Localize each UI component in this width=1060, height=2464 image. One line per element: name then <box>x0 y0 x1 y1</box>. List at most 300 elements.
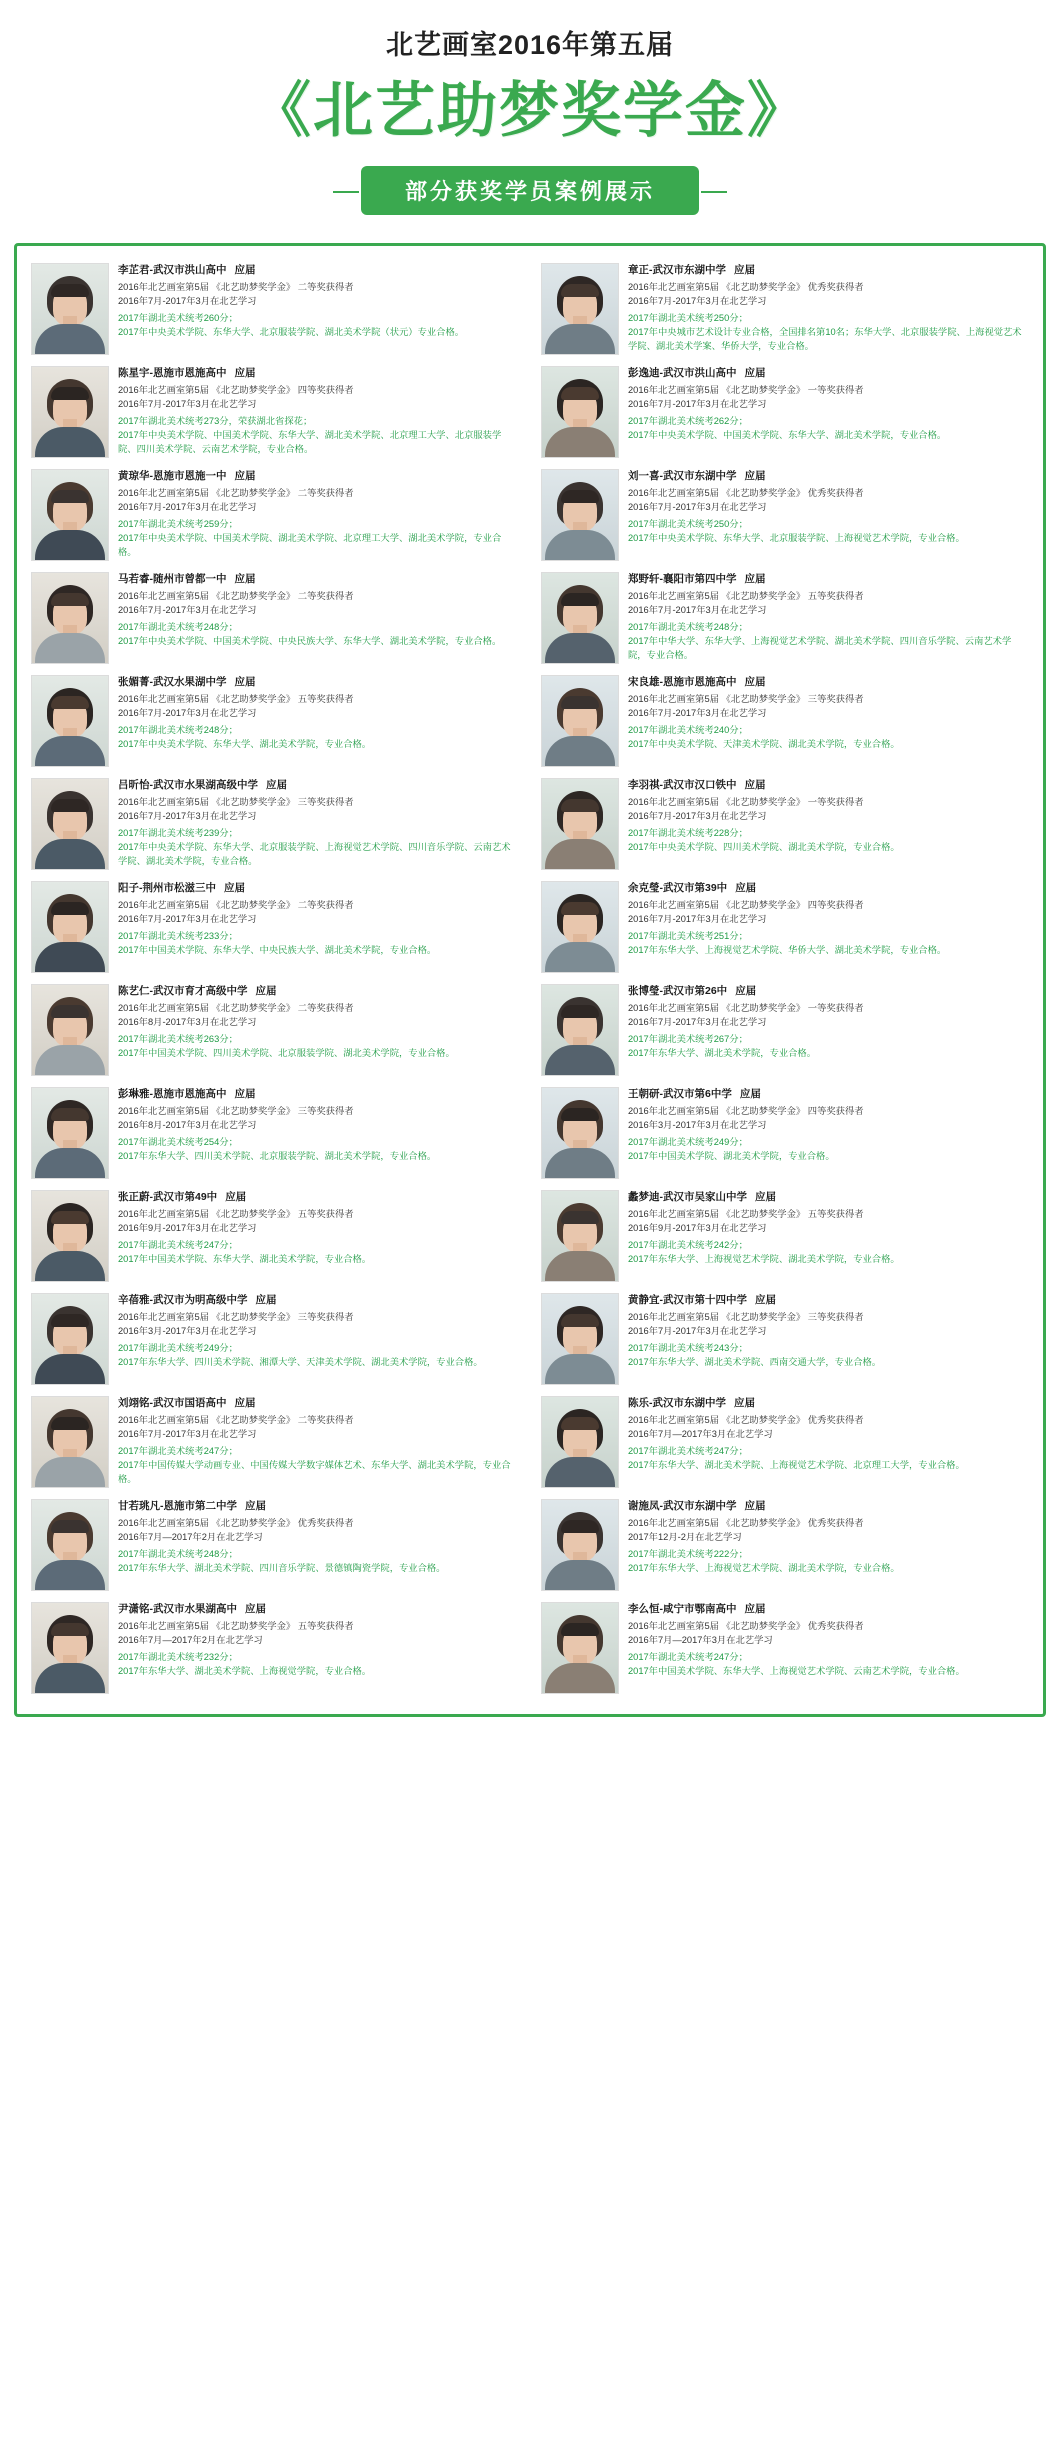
student-study-period: 2016年7月-2017年3月在北艺学习 <box>118 296 257 307</box>
student-prize-line: 2016年北艺画室第5届 《北艺助梦奖学金》 四等奖获得者 <box>118 384 354 395</box>
student-study-period: 2016年7月-2017年3月在北艺学习 <box>118 708 257 719</box>
student-study-period: 2016年7月—2017年2月在北艺学习 <box>118 1532 263 1543</box>
student-name-line: 李羽祺-武汉市汉口铁中 应届 <box>628 779 766 792</box>
student-card <box>27 567 523 670</box>
portrait-fringe <box>561 1211 599 1224</box>
student-card <box>537 1391 1033 1494</box>
student-info <box>118 1602 519 1678</box>
student-info <box>118 1087 519 1163</box>
student-name: 彭逸迪 <box>628 367 660 380</box>
student-grade: 应届 <box>735 882 757 895</box>
student-result-line: 2017年中央美术学院、东华大学、北京服装学院、上海视觉艺术学院、四川音乐学院、云南艺术学院、湖北美术学院，专业合格。 <box>118 842 511 867</box>
student-result-line: 2017年东华大学、湖北美术学院、上海视觉学院，专业合格。 <box>118 1666 372 1677</box>
portrait-fringe <box>51 1314 89 1327</box>
portrait-fringe <box>51 1520 89 1533</box>
student-card <box>27 464 523 567</box>
student-school: 恩施市恩施高中 <box>663 676 737 689</box>
student-portrait <box>541 675 619 767</box>
student-card <box>27 1288 523 1391</box>
students-grid <box>27 258 1033 1700</box>
student-school: 武汉市育才高级中学 <box>153 985 248 998</box>
student-score-line: 2017年湖北美术统考240分； <box>628 724 748 735</box>
student-school: 荆州市松滋三中 <box>142 882 216 895</box>
student-school: 恩施市恩施高中 <box>153 367 227 380</box>
student-score-line: 2017年湖北美术统考251分； <box>628 930 748 941</box>
student-name-line: 马若睿-随州市曾都一中 应届 <box>118 573 256 586</box>
portrait-fringe <box>51 696 89 709</box>
student-name: 阳子 <box>118 882 139 895</box>
subtitle-ribbon: 部分获奖学员案例展示 <box>361 166 699 215</box>
student-info <box>628 1190 1029 1266</box>
student-card <box>27 1185 523 1288</box>
student-school: 武汉市国语高中 <box>153 1397 227 1410</box>
student-name-line: 甘若珧凡-恩施市第二中学 应届 <box>118 1500 266 1513</box>
student-info <box>118 469 519 560</box>
student-school: 武汉市第49中 <box>153 1191 218 1204</box>
student-card <box>27 258 523 361</box>
student-name: 张博瑩 <box>628 985 660 998</box>
student-school: 武汉市吴家山中学 <box>663 1191 747 1204</box>
student-grade: 应届 <box>234 1088 256 1101</box>
student-name-line: 张博瑩-武汉市第26中 应届 <box>628 985 757 998</box>
student-grade: 应届 <box>245 1603 266 1616</box>
student-school: 武汉市第十四中学 <box>663 1294 747 1307</box>
student-portrait <box>541 469 619 561</box>
students-frame <box>14 243 1046 1717</box>
student-card <box>27 773 523 876</box>
student-prize-line: 2016年北艺画室第5届 《北艺助梦奖学金》 三等奖获得者 <box>628 693 864 704</box>
portrait-fringe <box>561 1623 599 1636</box>
student-result-line: 2017年东华大学、上海视觉艺术学院、湖北美术学院，专业合格。 <box>628 1563 900 1574</box>
student-name: 蠡梦迪 <box>628 1191 660 1204</box>
student-portrait <box>31 881 109 973</box>
student-school: 武汉市第6中学 <box>663 1088 732 1101</box>
student-grade: 应届 <box>734 264 755 277</box>
student-portrait <box>541 1293 619 1385</box>
student-name: 尹潇铭 <box>118 1603 150 1616</box>
student-name-line: 阳子-荆州市松滋三中 应届 <box>118 882 245 895</box>
student-portrait <box>541 1602 619 1694</box>
student-result-line: 2017年东华大学、湖北美术学院，专业合格。 <box>628 1048 817 1059</box>
student-prize-line: 2016年北艺画室第5届 《北艺助梦奖学金》 优秀奖获得者 <box>628 1620 864 1631</box>
student-info <box>118 572 519 648</box>
student-grade: 应届 <box>744 779 766 792</box>
student-portrait <box>31 469 109 561</box>
student-prize-line: 2016年北艺画室第5届 《北艺助梦奖学金》 五等奖获得者 <box>118 693 354 704</box>
student-study-period: 2016年7月-2017年3月在北艺学习 <box>628 914 767 925</box>
student-result-line: 2017年东华大学、四川美术学院、北京服装学院、湖北美术学院，专业合格。 <box>118 1151 437 1162</box>
student-name: 黄静宜 <box>628 1294 660 1307</box>
student-info <box>628 881 1029 957</box>
student-name-line: 刘一喜-武汉市东湖中学 应届 <box>628 470 766 483</box>
student-prize-line: 2016年北艺画室第5届 《北艺助梦奖学金》 三等奖获得者 <box>118 1311 354 1322</box>
student-study-period: 2016年7月—2017年3月在北艺学习 <box>628 1429 773 1440</box>
portrait-fringe <box>561 593 599 606</box>
student-name: 张正蔚 <box>118 1191 150 1204</box>
student-study-period: 2016年7月-2017年3月在北艺学习 <box>628 605 767 616</box>
portrait-fringe <box>51 490 89 503</box>
student-portrait <box>31 984 109 1076</box>
student-score-line: 2017年湖北美术统考263分； <box>118 1033 238 1044</box>
student-result-line: 2017年中央美术学院、东华大学、湖北美术学院，专业合格。 <box>118 739 372 750</box>
student-study-period: 2016年7月—2017年2月在北艺学习 <box>118 1635 263 1646</box>
student-name: 宋良雄 <box>628 676 660 689</box>
student-result-line: 2017年中央美术学院、东华大学、北京服装学院、上海视觉艺术学院，专业合格。 <box>628 533 965 544</box>
student-result-line: 2017年中央美术学院、四川美术学院、湖北美术学院，专业合格。 <box>628 842 900 853</box>
student-school: 恩施市恩施一中 <box>153 470 227 483</box>
student-portrait <box>31 675 109 767</box>
student-name-line: 张正蔚-武汉市第49中 应届 <box>118 1191 247 1204</box>
portrait-fringe <box>561 284 599 297</box>
student-grade: 应届 <box>234 367 256 380</box>
student-portrait <box>541 778 619 870</box>
student-card <box>537 1288 1033 1391</box>
student-name: 陈艺仁 <box>118 985 150 998</box>
student-study-period: 2016年7月-2017年3月在北艺学习 <box>118 605 257 616</box>
student-study-period: 2016年7月-2017年3月在北艺学习 <box>628 502 767 513</box>
portrait-fringe <box>561 799 599 812</box>
student-school: 武汉市东湖中学 <box>663 470 737 483</box>
student-result-line: 2017年中央城市艺术设计专业合格，全国排名第10名；东华大学、北京服装学院、上海视觉艺术学院、湖北美术学案、华侨大学，专业合格。 <box>628 327 1022 352</box>
student-prize-line: 2016年北艺画室第5届 《北艺助梦奖学金》 一等奖获得者 <box>628 384 864 395</box>
student-score-line: 2017年湖北美术统考248分； <box>118 724 238 735</box>
student-info <box>628 1396 1029 1472</box>
portrait-fringe <box>51 1417 89 1430</box>
student-grade: 应届 <box>255 1294 277 1307</box>
student-info <box>628 1293 1029 1369</box>
student-name-line: 郑野轩-襄阳市第四中学 应届 <box>628 573 766 586</box>
portrait-fringe <box>51 1005 89 1018</box>
student-card <box>27 1494 523 1597</box>
student-info <box>118 263 519 339</box>
student-info <box>118 984 519 1060</box>
student-name-line: 黄琼华-恩施市恩施一中 应届 <box>118 470 256 483</box>
portrait-fringe <box>561 1520 599 1533</box>
student-grade: 应届 <box>744 676 766 689</box>
student-study-period: 2016年7月-2017年3月在北艺学习 <box>628 296 767 307</box>
student-result-line: 2017年中央美术学院、中国美术学院、东华大学、湖北美术学院，专业合格。 <box>628 430 947 441</box>
student-school: 咸宁市鄂南高中 <box>663 1603 737 1616</box>
student-grade: 应届 <box>755 1191 776 1204</box>
student-result-line: 2017年东华大学、上海视觉艺术学院、华侨大学、湖北美术学院，专业合格。 <box>628 945 947 956</box>
student-prize-line: 2016年北艺画室第5届 《北艺助梦奖学金》 二等奖获得者 <box>118 590 354 601</box>
student-grade: 应届 <box>744 470 766 483</box>
student-score-line: 2017年湖北美术统考259分； <box>118 518 238 529</box>
student-study-period: 2016年7月-2017年3月在北艺学习 <box>118 914 257 925</box>
student-portrait <box>31 263 109 355</box>
student-school: 武汉市东湖中学 <box>663 1500 737 1513</box>
student-school: 襄阳市第四中学 <box>663 573 737 586</box>
student-study-period: 2016年3月-2017年3月在北艺学习 <box>628 1120 767 1131</box>
student-card <box>537 464 1033 567</box>
portrait-fringe <box>51 593 89 606</box>
student-result-line: 2017年中央美术学院、天津美术学院、湖北美术学院，专业合格。 <box>628 739 900 750</box>
student-name: 吕昕怡 <box>118 779 150 792</box>
student-name: 陈乐 <box>628 1397 649 1410</box>
portrait-fringe <box>51 1108 89 1121</box>
student-name-line: 王朝研-武汉市第6中学 应届 <box>628 1088 761 1101</box>
student-card <box>537 1082 1033 1185</box>
student-portrait <box>541 263 619 355</box>
student-grade: 应届 <box>224 882 245 895</box>
student-study-period: 2016年3月-2017年3月在北艺学习 <box>118 1326 257 1337</box>
student-score-line: 2017年湖北美术统考249分； <box>118 1342 238 1353</box>
student-grade: 应届 <box>734 1397 755 1410</box>
student-portrait <box>31 572 109 664</box>
student-prize-line: 2016年北艺画室第5届 《北艺助梦奖学金》 二等奖获得者 <box>118 899 354 910</box>
student-name-line: 刘翊铭-武汉市国语高中 应届 <box>118 1397 256 1410</box>
portrait-fringe <box>561 490 599 503</box>
student-result-line: 2017年中国美术学院、四川美术学院、北京服装学院、湖北美术学院，专业合格。 <box>118 1048 455 1059</box>
student-study-period: 2016年7月-2017年3月在北艺学习 <box>118 399 257 410</box>
student-study-period: 2016年7月-2017年3月在北艺学习 <box>628 811 767 822</box>
student-study-period: 2016年9月-2017年3月在北艺学习 <box>118 1223 257 1234</box>
portrait-fringe <box>51 902 89 915</box>
student-study-period: 2016年8月-2017年3月在北艺学习 <box>118 1120 257 1131</box>
student-portrait <box>31 1190 109 1282</box>
student-card <box>537 1494 1033 1597</box>
student-name-line: 辛蓓雅-武汉市为明高级中学 应届 <box>118 1294 277 1307</box>
student-study-period: 2016年7月-2017年3月在北艺学习 <box>628 708 767 719</box>
student-grade: 应届 <box>744 367 766 380</box>
student-name-line: 吕昕怡-武汉市水果湖高级中学 应届 <box>118 779 287 792</box>
student-prize-line: 2016年北艺画室第5届 《北艺助梦奖学金》 一等奖获得者 <box>628 1002 864 1013</box>
portrait-fringe <box>561 696 599 709</box>
student-school: 武汉水果湖中学 <box>153 676 227 689</box>
student-name: 黄琼华 <box>118 470 150 483</box>
student-score-line: 2017年湖北美术统考248分； <box>628 621 748 632</box>
student-grade: 应届 <box>234 264 256 277</box>
portrait-fringe <box>561 902 599 915</box>
student-portrait <box>541 984 619 1076</box>
student-portrait <box>31 1293 109 1385</box>
student-name: 张媚菁 <box>118 676 150 689</box>
student-info <box>118 1396 519 1487</box>
student-study-period: 2016年7月—2017年3月在北艺学习 <box>628 1635 773 1646</box>
student-grade: 应届 <box>755 1294 776 1307</box>
student-name: 刘翊铭 <box>118 1397 150 1410</box>
student-name: 郑野轩 <box>628 573 660 586</box>
student-study-period: 2016年7月-2017年3月在北艺学习 <box>118 811 257 822</box>
student-name: 余克瑩 <box>628 882 660 895</box>
student-name: 马若睿 <box>118 573 150 586</box>
student-prize-line: 2016年北艺画室第5届 《北艺助梦奖学金》 三等奖获得者 <box>118 796 354 807</box>
portrait-fringe <box>561 1005 599 1018</box>
student-name-line: 宋良雄-恩施市恩施高中 应届 <box>628 676 766 689</box>
student-info <box>118 778 519 869</box>
student-name: 甘若珧凡 <box>118 1500 160 1513</box>
student-prize-line: 2016年北艺画室第5届 《北艺助梦奖学金》 二等奖获得者 <box>118 1414 354 1425</box>
student-name-line: 章正-武汉市东湖中学 应届 <box>628 264 755 277</box>
student-grade: 应届 <box>234 676 256 689</box>
student-portrait <box>541 1087 619 1179</box>
student-school: 武汉市东湖中学 <box>652 264 726 277</box>
student-prize-line: 2016年北艺画室第5届 《北艺助梦奖学金》 三等奖获得者 <box>628 1311 864 1322</box>
student-grade: 应届 <box>744 1500 766 1513</box>
student-info <box>628 263 1029 354</box>
student-card <box>537 258 1033 361</box>
student-score-line: 2017年湖北美术统考239分； <box>118 827 238 838</box>
student-card <box>27 361 523 464</box>
student-card <box>27 670 523 773</box>
student-info <box>118 881 519 957</box>
student-score-line: 2017年湖北美术统考267分； <box>628 1033 748 1044</box>
student-info <box>628 984 1029 1060</box>
student-score-line: 2017年湖北美术统考242分； <box>628 1239 748 1250</box>
student-name-line: 李芷君-武汉市洪山高中 应届 <box>118 264 256 277</box>
student-card <box>537 567 1033 670</box>
student-name-line: 尹潇铭-武汉市水果湖高中 应届 <box>118 1603 266 1616</box>
student-portrait <box>31 1602 109 1694</box>
student-score-line: 2017年湖北美术统考247分； <box>628 1651 748 1662</box>
student-name: 谢施凤 <box>628 1500 660 1513</box>
student-name-line: 蠡梦迪-武汉市吴家山中学 应届 <box>628 1191 776 1204</box>
student-result-line: 2017年中国美术学院、东华大学、湖北美术学院，专业合格。 <box>118 1254 372 1265</box>
student-portrait <box>541 1499 619 1591</box>
portrait-fringe <box>51 799 89 812</box>
student-prize-line: 2016年北艺画室第5届 《北艺助梦奖学金》 四等奖获得者 <box>628 1105 864 1116</box>
student-score-line: 2017年湖北美术统考228分； <box>628 827 748 838</box>
student-name: 李么恒 <box>628 1603 660 1616</box>
student-grade: 应届 <box>234 470 256 483</box>
student-result-line: 2017年中国美术学院、东华大学、上海视觉艺术学院、云南艺术学院，专业合格。 <box>628 1666 965 1677</box>
student-name: 刘一喜 <box>628 470 660 483</box>
student-name-line: 余克瑩-武汉市第39中 应届 <box>628 882 757 895</box>
student-prize-line: 2016年北艺画室第5届 《北艺助梦奖学金》 三等奖获得者 <box>118 1105 354 1116</box>
student-score-line: 2017年湖北美术统考247分； <box>628 1445 748 1456</box>
student-school: 武汉市第26中 <box>663 985 728 998</box>
student-score-line: 2017年湖北美术统考262分； <box>628 415 748 426</box>
student-info <box>628 572 1029 663</box>
student-score-line: 2017年湖北美术统考243分； <box>628 1342 748 1353</box>
student-portrait <box>31 778 109 870</box>
student-grade: 应届 <box>234 1397 256 1410</box>
student-info <box>628 366 1029 442</box>
student-info <box>118 675 519 751</box>
student-info <box>628 1499 1029 1575</box>
student-score-line: 2017年湖北美术统考247分； <box>118 1445 238 1456</box>
student-result-line: 2017年中央美术学院、中国美术学院、湖北美术学院、北京理工大学、湖北美术学院，专业合格。 <box>118 533 502 558</box>
student-school: 随州市曾都一中 <box>153 573 227 586</box>
student-prize-line: 2016年北艺画室第5届 《北艺助梦奖学金》 优秀奖获得者 <box>628 1517 864 1528</box>
student-prize-line: 2016年北艺画室第5届 《北艺助梦奖学金》 一等奖获得者 <box>628 796 864 807</box>
student-card <box>537 1597 1033 1700</box>
student-info <box>628 778 1029 854</box>
student-prize-line: 2016年北艺画室第5届 《北艺助梦奖学金》 五等奖获得者 <box>118 1208 354 1219</box>
student-card <box>537 979 1033 1082</box>
student-portrait <box>541 366 619 458</box>
student-name-line: 彭逸迪-武汉市洪山高中 应届 <box>628 367 766 380</box>
header-kicker: 北艺画室2016年第五届 <box>385 30 675 60</box>
student-result-line: 2017年东华大学、湖北美术学院、上海视觉艺术学院、北京理工大学，专业合格。 <box>628 1460 965 1471</box>
student-name-line: 陈艺仁-武汉市育才高级中学 应届 <box>118 985 277 998</box>
student-study-period: 2016年8月-2017年3月在北艺学习 <box>118 1017 257 1028</box>
student-prize-line: 2016年北艺画室第5届 《北艺助梦奖学金》 优秀奖获得者 <box>628 1414 864 1425</box>
student-card <box>537 1185 1033 1288</box>
student-result-line: 2017年中国美术学院、湖北美术学院，专业合格。 <box>628 1151 835 1162</box>
student-score-line: 2017年湖北美术统考232分； <box>118 1651 238 1662</box>
student-result-line: 2017年中国美术学院、东华大学、中央民族大学、湖北美术学院，专业合格。 <box>118 945 437 956</box>
student-info <box>628 469 1029 545</box>
student-study-period: 2016年7月-2017年3月在北艺学习 <box>628 399 767 410</box>
student-card <box>27 1597 523 1700</box>
student-school: 武汉市为明高级中学 <box>153 1294 248 1307</box>
student-portrait <box>541 1190 619 1282</box>
student-result-line: 2017年东华大学、湖北美术学院、四川音乐学院、景德镇陶瓷学院，专业合格。 <box>118 1563 446 1574</box>
student-result-line: 2017年东华大学、四川美术学院、湘潭大学、天津美术学院、湖北美术学院，专业合格。 <box>118 1357 483 1368</box>
student-name-line: 陈乐-武汉市东湖中学 应届 <box>628 1397 755 1410</box>
student-card <box>27 876 523 979</box>
student-name: 辛蓓雅 <box>118 1294 150 1307</box>
student-study-period: 2016年7月-2017年3月在北艺学习 <box>118 502 257 513</box>
student-score-line: 2017年湖北美术统考222分； <box>628 1548 748 1559</box>
student-card <box>537 773 1033 876</box>
student-school: 武汉市水果湖高中 <box>153 1603 237 1616</box>
student-name: 章正 <box>628 264 649 277</box>
student-prize-line: 2016年北艺画室第5届 《北艺助梦奖学金》 五等奖获得者 <box>118 1620 354 1631</box>
student-prize-line: 2016年北艺画室第5届 《北艺助梦奖学金》 二等奖获得者 <box>118 1002 354 1013</box>
student-school: 武汉市汉口铁中 <box>663 779 737 792</box>
student-card <box>537 361 1033 464</box>
student-name: 彭琳雅 <box>118 1088 150 1101</box>
student-result-line: 2017年中央美术学院、东华大学、北京服装学院、湖北美术学院（状元）专业合格。 <box>118 327 465 338</box>
portrait-fringe <box>561 1108 599 1121</box>
portrait-fringe <box>561 387 599 400</box>
student-school: 武汉市水果湖高级中学 <box>153 779 258 792</box>
student-school: 恩施市恩施高中 <box>153 1088 227 1101</box>
student-info <box>118 366 519 457</box>
student-score-line: 2017年湖北美术统考248分； <box>118 1548 238 1559</box>
student-prize-line: 2016年北艺画室第5届 《北艺助梦奖学金》 五等奖获得者 <box>628 590 864 601</box>
student-score-line: 2017年湖北美术统考247分； <box>118 1239 238 1250</box>
student-grade: 应届 <box>234 573 256 586</box>
student-info <box>628 1602 1029 1678</box>
student-grade: 应届 <box>735 985 757 998</box>
student-result-line: 2017年中华大学、东华大学、上海视觉艺术学院、湖北美术学院、四川音乐学院、云南艺术学院，专业合格。 <box>628 636 1012 661</box>
student-portrait <box>541 1396 619 1488</box>
student-name-line: 彭琳雅-恩施市恩施高中 应届 <box>118 1088 256 1101</box>
student-score-line: 2017年湖北美术统考250分； <box>628 312 748 323</box>
student-score-line: 2017年湖北美术统考260分； <box>118 312 238 323</box>
student-name-line: 谢施凤-武汉市东湖中学 应届 <box>628 1500 766 1513</box>
student-result-line: 2017年中国传媒大学动画专业、中国传媒大学数字媒体艺术、东华大学、湖北美术学院，专业合格。 <box>118 1460 511 1485</box>
portrait-fringe <box>51 1623 89 1636</box>
student-info <box>628 1087 1029 1163</box>
student-portrait <box>31 366 109 458</box>
student-study-period: 2017年12月-2月在北艺学习 <box>628 1532 742 1543</box>
ribbon-wrapper <box>0 166 1060 215</box>
student-school: 恩施市第二中学 <box>163 1500 237 1513</box>
student-prize-line: 2016年北艺画室第5届 《北艺助梦奖学金》 二等奖获得者 <box>118 487 354 498</box>
student-name-line: 陈星宇-恩施市恩施高中 应届 <box>118 367 256 380</box>
student-score-line: 2017年湖北美术统考254分； <box>118 1136 238 1147</box>
student-school: 武汉市第39中 <box>663 882 728 895</box>
portrait-fringe <box>561 1314 599 1327</box>
student-prize-line: 2016年北艺画室第5届 《北艺助梦奖学金》 优秀奖获得者 <box>628 281 864 292</box>
portrait-fringe <box>51 387 89 400</box>
portrait-fringe <box>51 284 89 297</box>
student-grade: 应届 <box>739 1088 761 1101</box>
student-score-line: 2017年湖北美术统考233分； <box>118 930 238 941</box>
student-name-line: 李么恒-咸宁市鄂南高中 应届 <box>628 1603 766 1616</box>
student-result-line: 2017年中央美术学院、中国美术学院、东华大学、湖北美术学院、北京理工大学、北京服装学院、四川美术学院、云南艺术学院，专业合格。 <box>118 430 502 455</box>
student-prize-line: 2016年北艺画室第5届 《北艺助梦奖学金》 二等奖获得者 <box>118 281 354 292</box>
student-info <box>628 675 1029 751</box>
poster-header <box>0 0 1060 225</box>
student-result-line: 2017年东华大学、上海视觉艺术学院、湖北美术学院，专业合格。 <box>628 1254 900 1265</box>
student-card <box>537 876 1033 979</box>
student-portrait <box>31 1396 109 1488</box>
